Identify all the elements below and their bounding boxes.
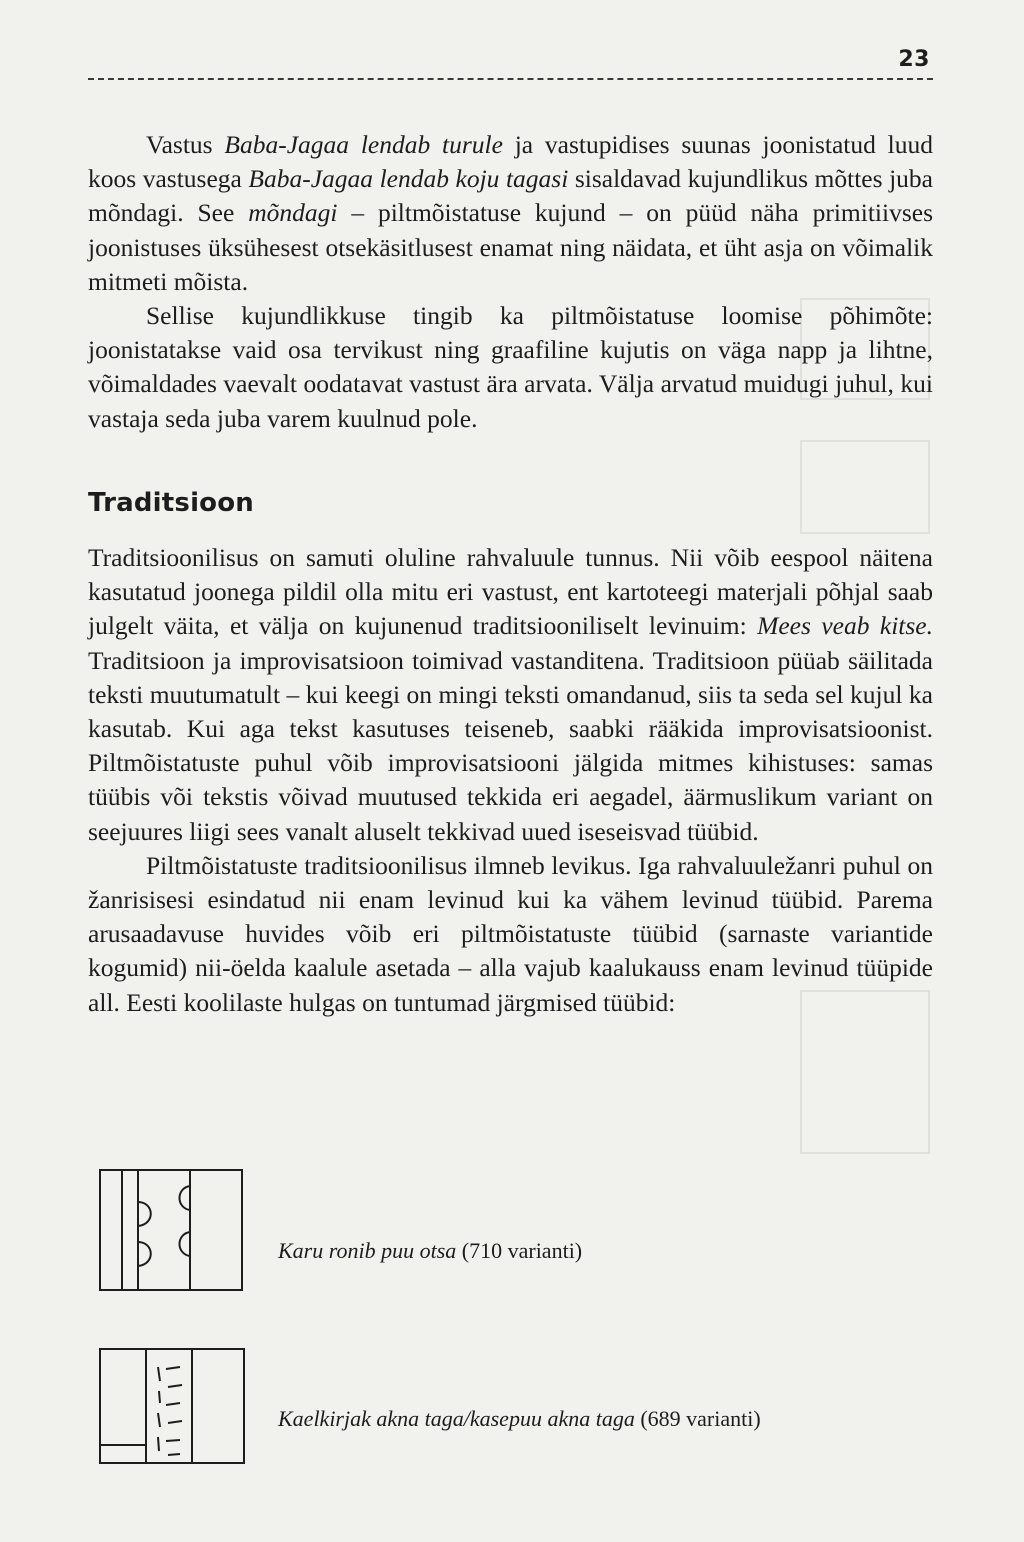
paragraph: Sellise kujundlikkuse tingib ka piltmõistatuse loomise põhimõte: joonistatakse vaid osa tervikust ning graafiline kujutis on väga napp ja lihtne, võimaldades vaevalt oodatavat vastust ära arvata. Välja arvatud muidugi juhul, kui vastaja seda juba varem kuulnud pole.	[88, 301, 933, 433]
bear-tree-drawing	[96, 1168, 246, 1296]
traditsioon-section	[88, 541, 933, 1020]
figure-caption: Kaelkirjak akna taga/kasepuu akna taga (689 varianti)	[278, 1406, 761, 1431]
paragraph: Vastus Baba-Jagaa lendab turule ja vastupidises suunas joonistatud luud koos vastusega Baba-Jagaa lendab koju tagasi sisaldavad kujundlikus mõttes juba mõndagi. See mõndagi – piltmõistatuse kujund – on püüd näha primitiivses joonistuses üksühesest otsekäsitlusest enamat ning näidata, et üht asja on võimalik mitmeti mõista.	[88, 130, 934, 296]
paragraph: Traditsioonilisus on samuti oluline rahvaluule tunnus. Nii võib eespool näitena kasutatud joonega pildil olla mitu eri vastust, ent kartoteegi materjali põhjal saab julgelt väita, et välja on kujunenud traditsiooniliselt levinuim: Mees veab kitse. Traditsioon ja improvisatsioon toimivad vastanditena. Traditsioon püüab säilitada teksti muutumatult – kui keegi on mingi teksti omandanud, siis ta seda sel kujul ka kasutab. Kui aga tekst kasutuses teiseneb, saabki rääkida improvisatsioonist. Piltmõistatuste puhul võib improvisatsiooni jälgida mitmes kihistuses: samas tüübis või tekstis võivad muutused tekkida eri aegadel, äärmuslikum variant on seejuures liigi sees vanalt aluselt tekkivad uued iseseisvad tüübid.	[88, 543, 933, 846]
bleed-through-mark	[800, 440, 930, 534]
giraffe-window-drawing	[96, 1347, 248, 1467]
header-rule	[88, 78, 933, 80]
section-heading: Traditsioon	[88, 488, 255, 518]
intro-section	[88, 128, 933, 436]
figure-caption: Karu ronib puu otsa (710 varianti)	[278, 1238, 583, 1263]
paragraph: Piltmõistatuste traditsioonilisus ilmneb levikus. Iga rahvaluuležanri puhul on žanrisisesi esindatud nii enam levinud kui ka vähem levinud tüübid. Parema arusaadavuse huvides võib eri piltmõistatuste tüübid (sarnaste variantide kogumid) nii-öelda kaalule asetada – alla vajub kaalukauss enam levinud tüüpide all. Eesti koolilaste hulgas on tuntumad järgmised tüübid:	[88, 850, 933, 1017]
page-number: 23	[898, 47, 930, 72]
